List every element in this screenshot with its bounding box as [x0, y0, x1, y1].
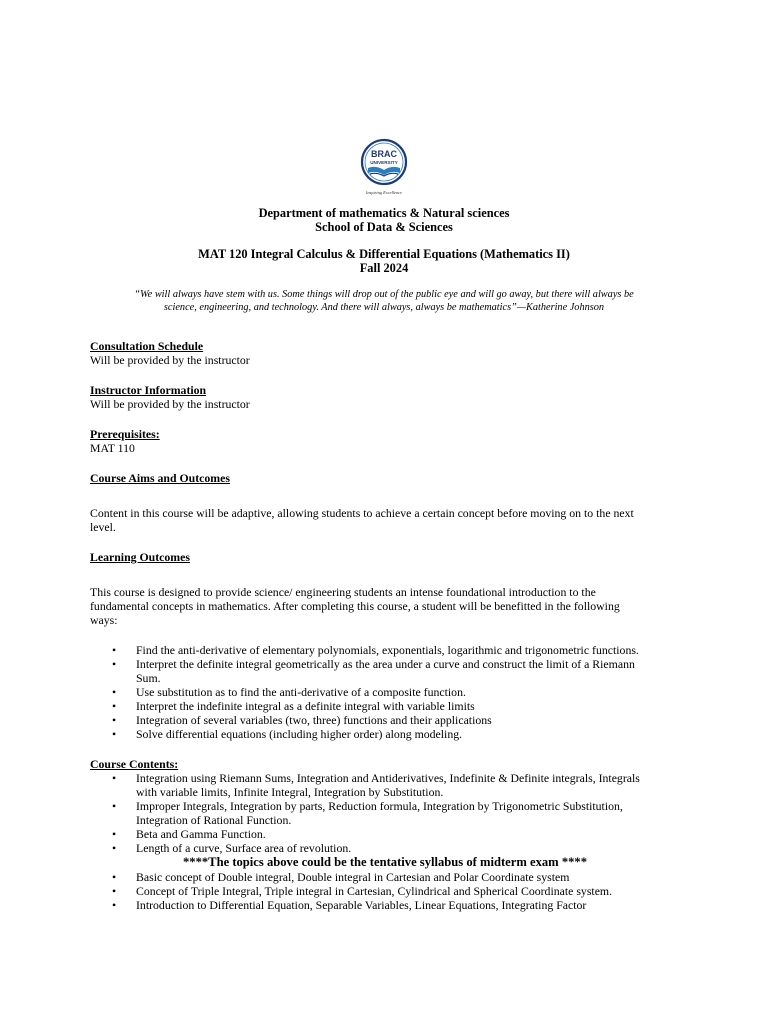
- list-item-text: Use substitution as to find the anti-derivative of a composite function.: [136, 685, 466, 699]
- quote-line-1: “We will always have stem with us. Some things will drop out of the public eye and will go away, but there will always be: [134, 289, 634, 300]
- list-item-text: Introduction to Differential Equation, Separable Variables, Linear Equations, Integrating Factor: [136, 898, 587, 912]
- bullet-icon: •: [112, 898, 117, 912]
- list-item: [90, 841, 680, 855]
- list-item: [90, 898, 680, 912]
- course-contents-list: [90, 771, 680, 855]
- department-header: [0, 206, 768, 234]
- list-item: [90, 699, 680, 713]
- learning-intro-line-2: fundamental concepts in mathematics. After completing this course, a student will be benefitted in the following: [90, 599, 620, 613]
- bullet-icon: •: [112, 699, 117, 713]
- bullet-icon: •: [112, 713, 117, 727]
- list-item-text: Beta and Gamma Function.: [136, 827, 266, 841]
- bullet-icon: •: [112, 827, 117, 841]
- list-item: [90, 643, 680, 657]
- bullet-icon: •: [112, 799, 117, 813]
- list-item-text-cont: Integration of Rational Function.: [136, 813, 292, 827]
- course-contents-list-2: [90, 870, 680, 912]
- logo-line1: BRAC: [371, 149, 397, 159]
- department-name: Department of mathematics & Natural sciences: [258, 206, 510, 220]
- prerequisites-title: Prerequisites:: [90, 427, 160, 441]
- instructor-text: Will be provided by the instructor: [90, 397, 250, 411]
- list-item-text: Integration of several variables (two, three) functions and their applications: [136, 713, 492, 727]
- bullet-icon: •: [112, 884, 117, 898]
- quote-block: [96, 288, 672, 314]
- learning-outcomes-list: [90, 643, 680, 741]
- brac-university-logo: [330, 138, 438, 198]
- prerequisites-text: MAT 110: [90, 441, 135, 455]
- bullet-icon: •: [112, 841, 117, 855]
- bullet-icon: •: [112, 685, 117, 699]
- list-item: [90, 713, 680, 727]
- aims-title: Course Aims and Outcomes: [90, 471, 230, 485]
- list-item: [90, 870, 680, 884]
- list-item-text-cont: Sum.: [136, 671, 161, 685]
- instructor-title: Instructor Information: [90, 383, 207, 397]
- bullet-icon: •: [112, 771, 117, 785]
- course-header: [0, 247, 768, 275]
- list-item-text: Length of a curve, Surface area of revolution.: [136, 841, 352, 855]
- list-item-text: Basic concept of Double integral, Double integral in Cartesian and Polar Coordinate system: [136, 870, 570, 884]
- logo-tagline: Inspiring Excellence: [365, 190, 403, 195]
- course-contents-title: Course Contents:: [90, 757, 179, 771]
- list-item-text: Interpret the indefinite integral as a definite integral with variable limits: [136, 699, 475, 713]
- list-item: [90, 685, 680, 699]
- list-item: [90, 771, 680, 799]
- school-name: School of Data & Sciences: [315, 220, 453, 234]
- consultation-title: Consultation Schedule: [90, 339, 204, 353]
- bullet-icon: •: [112, 643, 117, 657]
- list-item: [90, 727, 680, 741]
- learning-intro-line-3: ways:: [90, 613, 118, 627]
- list-item-text: Improper Integrals, Integration by parts, Reduction formula, Integration by Trigonometric Substitution,: [136, 799, 623, 813]
- list-item-text: Find the anti-derivative of elementary polynomials, exponentials, logarithmic and trigonometric functions.: [136, 643, 639, 657]
- list-item-text: Solve differential equations (including higher order) along modeling.: [136, 727, 463, 741]
- course-title: MAT 120 Integral Calculus & Differential Equations (Mathematics II): [198, 247, 570, 261]
- list-item-text: Integration using Riemann Sums, Integration and Antiderivatives, Indefinite & Definite integrals, Integrals: [136, 771, 640, 785]
- quote-line-2: science, engineering, and technology. And there will always, always be mathematics”—Katherine Johnson: [163, 302, 605, 313]
- course-term: Fall 2024: [359, 261, 409, 275]
- list-item-text-cont: with variable limits, Infinite Integral, Integration by Substitution.: [136, 785, 444, 799]
- bullet-icon: •: [112, 657, 117, 671]
- list-item-text: Interpret the definite integral geometrically as the area under a curve and construct the limit of a Riemann: [136, 657, 635, 671]
- list-item: [90, 799, 680, 827]
- list-item: [90, 657, 680, 685]
- list-item: [90, 827, 680, 841]
- learning-outcomes-title: Learning Outcomes: [90, 550, 190, 564]
- syllabus-content: [90, 339, 680, 912]
- list-item-text: Concept of Triple Integral, Triple integral in Cartesian, Cylindrical and Spherical Coordinate system.: [136, 884, 613, 898]
- midterm-note: ****The topics above could be the tentative syllabus of midterm exam ****: [182, 855, 588, 869]
- learning-intro-line-1: This course is designed to provide science/ engineering students an intense foundational introduction to the: [90, 585, 596, 599]
- bullet-icon: •: [112, 870, 117, 884]
- bullet-icon: •: [112, 727, 117, 741]
- aims-text-line-2: level.: [90, 520, 116, 534]
- aims-text-line-1: Content in this course will be adaptive, allowing students to achieve a certain concept before moving on to the next: [90, 506, 634, 520]
- consultation-text: Will be provided by the instructor: [90, 353, 250, 367]
- logo-line2: UNIVERSITY: [370, 160, 398, 165]
- list-item: [90, 884, 680, 898]
